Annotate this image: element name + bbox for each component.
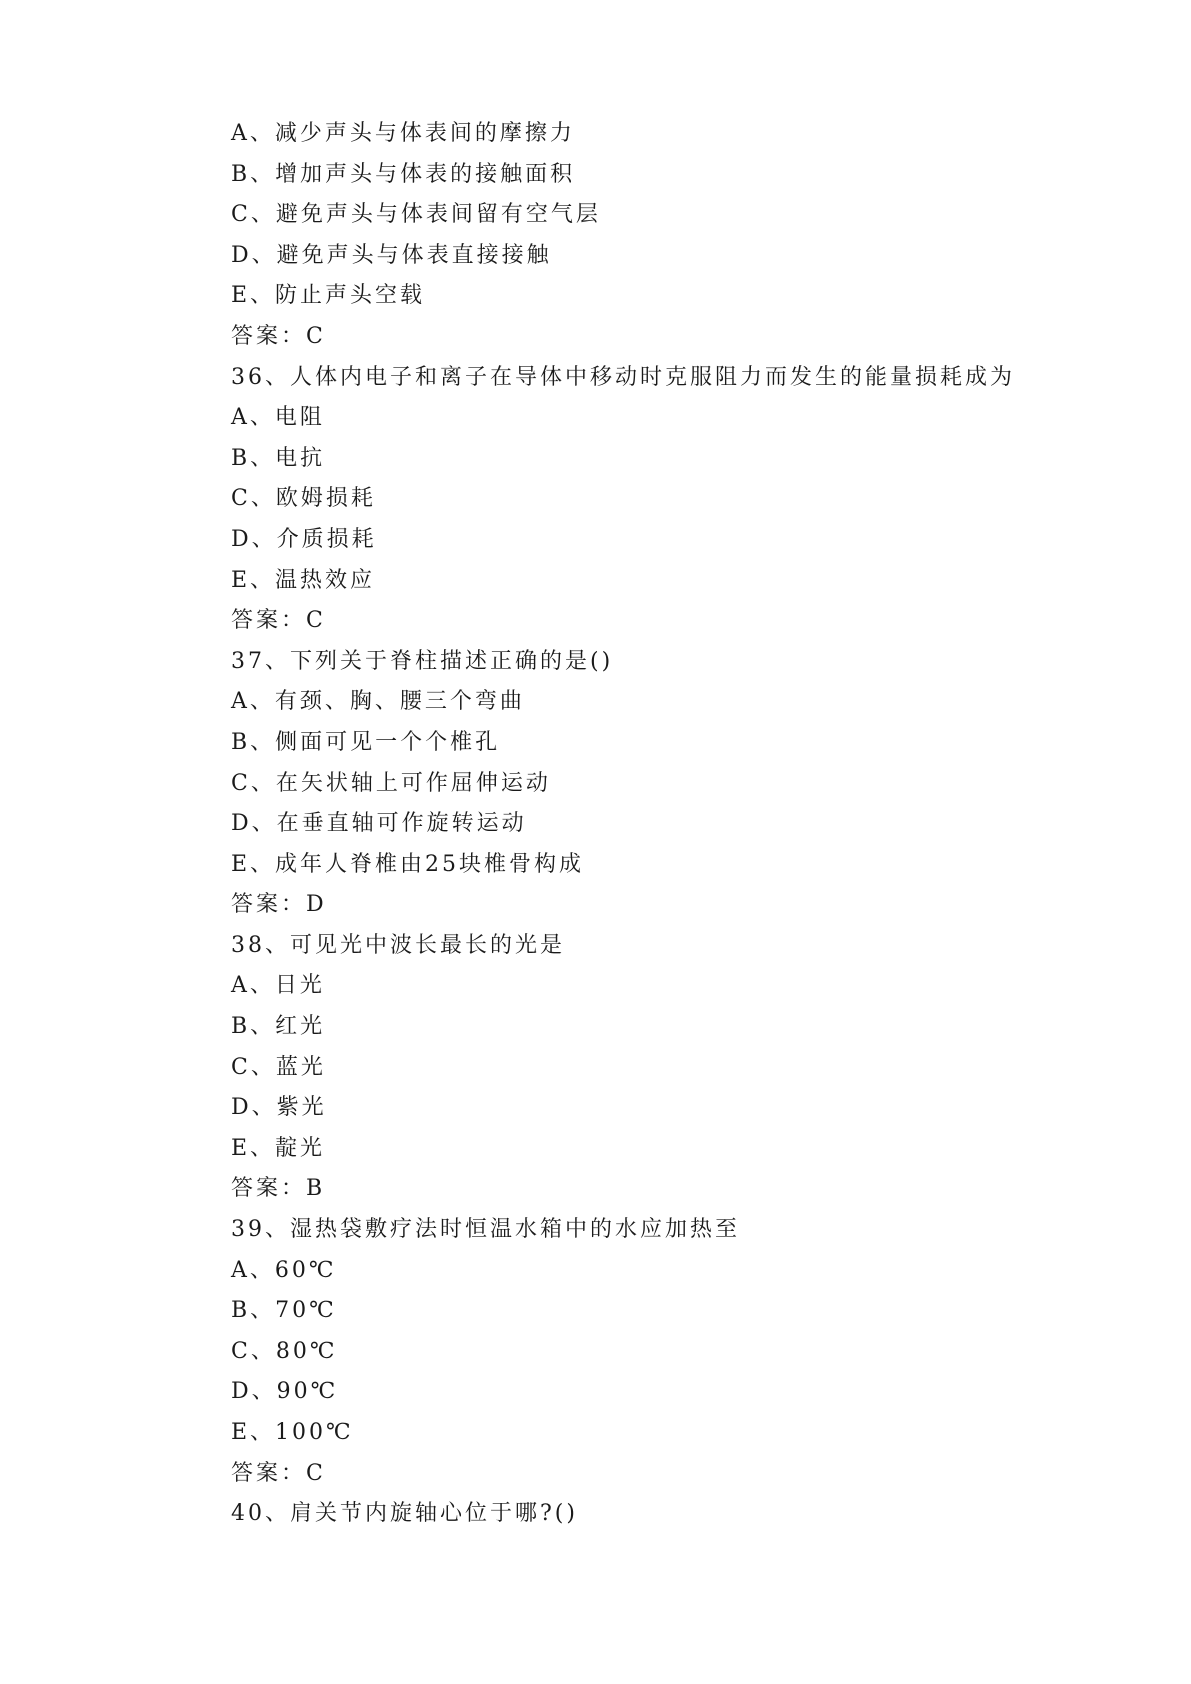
option-line: A、有颈、胸、腰三个弯曲 [231, 689, 525, 715]
question-line: 36、人体内电子和离子在导体中移动时克服阻力而发生的能量损耗成为 [231, 364, 1015, 390]
option-line: A、减少声头与体表间的摩擦力 [231, 121, 575, 146]
option-line: B、红光 [231, 1014, 326, 1040]
option-line: D、90℃ [231, 1379, 339, 1405]
document-body [231, 114, 1111, 1535]
option-line: E、温热效应 [231, 567, 376, 593]
option-line: D、在垂直轴可作旋转运动 [231, 811, 527, 837]
option-line: C、80℃ [231, 1338, 338, 1364]
option-line: B、侧面可见一个个椎孔 [231, 729, 501, 755]
option-line: C、在矢状轴上可作屈伸运动 [231, 770, 551, 796]
option-line: D、介质损耗 [231, 526, 377, 552]
option-line: A、60℃ [231, 1257, 337, 1283]
option-line: D、紫光 [231, 1095, 327, 1121]
option-line: E、成年人脊椎由25块椎骨构成 [231, 851, 585, 877]
option-line: B、增加声头与体表的接触面积 [231, 161, 576, 187]
option-line: A、电阻 [231, 405, 325, 431]
option-line: C、蓝光 [231, 1054, 326, 1080]
option-line: E、防止声头空载 [231, 283, 426, 309]
answer-line: 答案：B [231, 1176, 326, 1202]
option-line: C、欧姆损耗 [231, 486, 376, 512]
option-line: E、靛光 [231, 1135, 326, 1161]
option-line: C、避免声头与体表间留有空气层 [231, 202, 601, 228]
option-line: B、70℃ [231, 1298, 337, 1324]
answer-line: 答案：C [231, 608, 326, 634]
answer-line: 答案：C [231, 323, 326, 349]
question-line: 38、可见光中波长最长的光是 [231, 932, 565, 958]
option-line: D、避免声头与体表直接接触 [231, 242, 552, 268]
option-line: A、日光 [231, 973, 325, 999]
question-line: 40、肩关节内旋轴心位于哪?() [231, 1501, 578, 1527]
answer-line: 答案：C [231, 1460, 326, 1486]
option-line: B、电抗 [231, 445, 326, 471]
option-line: E、100℃ [231, 1420, 354, 1445]
answer-line: 答案：D [231, 892, 327, 918]
question-line: 39、湿热袋敷疗法时恒温水箱中的水应加热至 [231, 1217, 740, 1243]
question-line: 37、下列关于脊柱描述正确的是() [231, 648, 614, 674]
